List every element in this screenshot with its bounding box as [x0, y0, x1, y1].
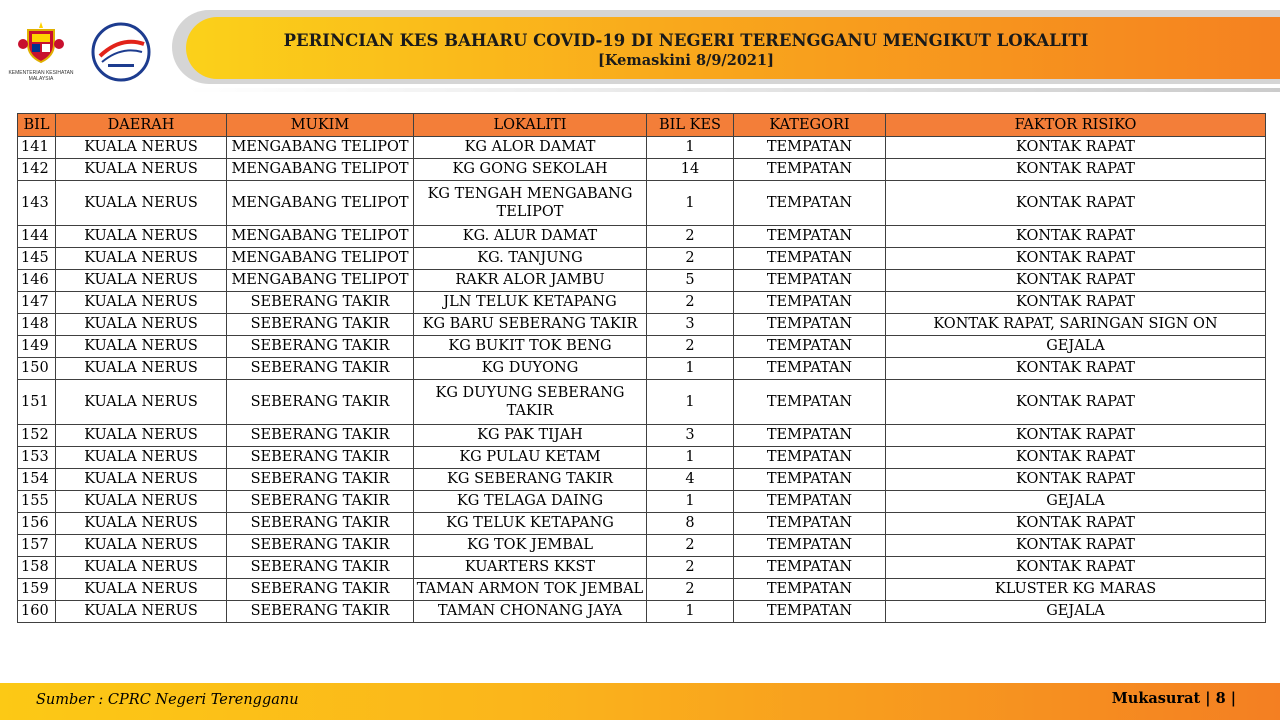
table-row — [18, 579, 1266, 601]
table-cell: 152 — [18, 425, 56, 447]
table-cell: 2 — [647, 248, 734, 270]
table-cell: KONTAK RAPAT — [886, 380, 1266, 425]
table-cell: 143 — [18, 181, 56, 226]
table-cell: MENGABANG TELIPOT — [227, 181, 414, 226]
table-cell: MENGABANG TELIPOT — [227, 137, 414, 159]
table-cell: 4 — [647, 469, 734, 491]
column-header: BIL KES — [647, 114, 734, 137]
table-cell: KG SEBERANG TAKIR — [414, 469, 647, 491]
table-row — [18, 336, 1266, 358]
table-row — [18, 314, 1266, 336]
table-cell: 2 — [647, 579, 734, 601]
table-cell: KG. ALUR DAMAT — [414, 226, 647, 248]
table-cell: 156 — [18, 513, 56, 535]
table-cell: TEMPATAN — [734, 380, 886, 425]
table-cell: 1 — [647, 491, 734, 513]
table-row — [18, 358, 1266, 380]
table-cell: KUALA NERUS — [56, 159, 227, 181]
column-header: MUKIM — [227, 114, 414, 137]
table-cell: SEBERANG TAKIR — [227, 380, 414, 425]
table-row — [18, 601, 1266, 623]
table-cell: SEBERANG TAKIR — [227, 579, 414, 601]
table-cell: SEBERANG TAKIR — [227, 557, 414, 579]
table-cell: 3 — [647, 314, 734, 336]
table-cell: KG TOK JEMBAL — [414, 535, 647, 557]
table-cell: KONTAK RAPAT — [886, 159, 1266, 181]
ministry-crest-logo — [18, 22, 64, 66]
table-cell: KG BUKIT TOK BENG — [414, 336, 647, 358]
table-cell: 144 — [18, 226, 56, 248]
table-cell: KUALA NERUS — [56, 513, 227, 535]
table-row — [18, 270, 1266, 292]
table-cell: GEJALA — [886, 336, 1266, 358]
table-cell: KG DUYUNG SEBERANG TAKIR — [414, 380, 647, 425]
table-cell: MENGABANG TELIPOT — [227, 159, 414, 181]
table-cell: KUALA NERUS — [56, 447, 227, 469]
table-cell: KUALA NERUS — [56, 336, 227, 358]
table-cell: SEBERANG TAKIR — [227, 513, 414, 535]
table-cell: TEMPATAN — [734, 513, 886, 535]
table-cell: KG PULAU KETAM — [414, 447, 647, 469]
table-cell: TEMPATAN — [734, 226, 886, 248]
header-divider — [186, 88, 1280, 92]
table-cell: 159 — [18, 579, 56, 601]
table-cell: KUALA NERUS — [56, 292, 227, 314]
table-cell: TEMPATAN — [734, 601, 886, 623]
table-cell: KONTAK RAPAT — [886, 447, 1266, 469]
table-cell: KG BARU SEBERANG TAKIR — [414, 314, 647, 336]
table-cell: KG GONG SEKOLAH — [414, 159, 647, 181]
table-cell: KONTAK RAPAT — [886, 226, 1266, 248]
table-cell: KUALA NERUS — [56, 425, 227, 447]
table-cell: TEMPATAN — [734, 447, 886, 469]
table-cell: TEMPATAN — [734, 159, 886, 181]
update-date: [Kemaskini 8/9/2021] — [598, 52, 774, 69]
table-row — [18, 447, 1266, 469]
table-cell: TEMPATAN — [734, 579, 886, 601]
table-cell: KONTAK RAPAT — [886, 137, 1266, 159]
table-cell: TEMPATAN — [734, 469, 886, 491]
table-cell: KONTAK RAPAT — [886, 270, 1266, 292]
table-cell: KG PAK TIJAH — [414, 425, 647, 447]
table-cell: SEBERANG TAKIR — [227, 469, 414, 491]
table-cell: KUARTERS KKST — [414, 557, 647, 579]
table-cell: GEJALA — [886, 491, 1266, 513]
column-header: BIL — [18, 114, 56, 137]
table-cell: KG TELAGA DAING — [414, 491, 647, 513]
table-cell: 1 — [647, 380, 734, 425]
table-cell: KUALA NERUS — [56, 226, 227, 248]
table-cell: SEBERANG TAKIR — [227, 535, 414, 557]
table-cell: KG TELUK KETAPANG — [414, 513, 647, 535]
table-cell: KUALA NERUS — [56, 601, 227, 623]
table-cell: 14 — [647, 159, 734, 181]
table-cell: TEMPATAN — [734, 557, 886, 579]
table-row — [18, 137, 1266, 159]
table-cell: TEMPATAN — [734, 314, 886, 336]
table-row — [18, 181, 1266, 226]
table-cell: TAMAN CHONANG JAYA — [414, 601, 647, 623]
table-cell: TEMPATAN — [734, 270, 886, 292]
page-number: Mukasurat | 8 | — [1111, 690, 1236, 707]
table-cell: 153 — [18, 447, 56, 469]
table-cell: TEMPATAN — [734, 425, 886, 447]
table-cell: 157 — [18, 535, 56, 557]
table-cell: 154 — [18, 469, 56, 491]
table-row — [18, 469, 1266, 491]
table-cell: 160 — [18, 601, 56, 623]
table-cell: KONTAK RAPAT — [886, 358, 1266, 380]
table-cell: MENGABANG TELIPOT — [227, 226, 414, 248]
table-row — [18, 248, 1266, 270]
table-row — [18, 491, 1266, 513]
table-cell: KG ALOR DAMAT — [414, 137, 647, 159]
table-cell: KUALA NERUS — [56, 270, 227, 292]
table-cell: 158 — [18, 557, 56, 579]
table-cell: SEBERANG TAKIR — [227, 425, 414, 447]
table-cell: 2 — [647, 535, 734, 557]
table-cell: TEMPATAN — [734, 336, 886, 358]
table-cell: 3 — [647, 425, 734, 447]
logo-group — [8, 18, 168, 84]
table-row — [18, 535, 1266, 557]
table-cell: 1 — [647, 601, 734, 623]
table-cell: 141 — [18, 137, 56, 159]
table-cell: SEBERANG TAKIR — [227, 601, 414, 623]
table-cell: 1 — [647, 447, 734, 469]
table-cell: 1 — [647, 181, 734, 226]
table-cell: KUALA NERUS — [56, 469, 227, 491]
table-cell: TEMPATAN — [734, 292, 886, 314]
table-cell: 1 — [647, 137, 734, 159]
table-cell: KUALA NERUS — [56, 535, 227, 557]
column-header: DAERAH — [56, 114, 227, 137]
table-cell: TEMPATAN — [734, 358, 886, 380]
table-cell: TEMPATAN — [734, 248, 886, 270]
table-cell: GEJALA — [886, 601, 1266, 623]
table-cell: KONTAK RAPAT — [886, 292, 1266, 314]
table-cell: KLUSTER KG MARAS — [886, 579, 1266, 601]
table-cell: KUALA NERUS — [56, 181, 227, 226]
table-cell: KUALA NERUS — [56, 491, 227, 513]
page-title: PERINCIAN KES BAHARU COVID-19 DI NEGERI TERENGGANU MENGIKUT LOKALITI — [283, 31, 1089, 50]
table-cell: KONTAK RAPAT — [886, 181, 1266, 226]
table-cell: KONTAK RAPAT, SARINGAN SIGN ON — [886, 314, 1266, 336]
table-header-row — [18, 114, 1266, 137]
table-cell: KUALA NERUS — [56, 358, 227, 380]
table-row — [18, 380, 1266, 425]
table-cell: JLN TELUK KETAPANG — [414, 292, 647, 314]
table-cell: 146 — [18, 270, 56, 292]
table-cell: KUALA NERUS — [56, 137, 227, 159]
jknt-logo — [88, 22, 154, 82]
table-cell: 5 — [647, 270, 734, 292]
table-cell: KUALA NERUS — [56, 314, 227, 336]
table-cell: SEBERANG TAKIR — [227, 491, 414, 513]
table-cell: 2 — [647, 226, 734, 248]
table-cell: KUALA NERUS — [56, 579, 227, 601]
table-cell: RAKR ALOR JAMBU — [414, 270, 647, 292]
ministry-logo-text: KEMENTERIAN KESIHATAN MALAYSIA — [8, 70, 74, 82]
table-cell: SEBERANG TAKIR — [227, 292, 414, 314]
table-row — [18, 513, 1266, 535]
table-cell: TEMPATAN — [734, 491, 886, 513]
table-body — [18, 137, 1266, 623]
table-cell: KUALA NERUS — [56, 248, 227, 270]
table-cell: 145 — [18, 248, 56, 270]
table-cell: TEMPATAN — [734, 181, 886, 226]
table-cell: KONTAK RAPAT — [886, 248, 1266, 270]
table-cell: MENGABANG TELIPOT — [227, 248, 414, 270]
column-header: FAKTOR RISIKO — [886, 114, 1266, 137]
table-cell: 2 — [647, 336, 734, 358]
table-cell: KONTAK RAPAT — [886, 557, 1266, 579]
table-row — [18, 292, 1266, 314]
table-cell: 8 — [647, 513, 734, 535]
table-cell: 151 — [18, 380, 56, 425]
table-cell: SEBERANG TAKIR — [227, 358, 414, 380]
table-cell: 155 — [18, 491, 56, 513]
table-cell: KG DUYONG — [414, 358, 647, 380]
table-cell: KG TENGAH MENGABANG TELIPOT — [414, 181, 647, 226]
table-cell: 150 — [18, 358, 56, 380]
table-cell: SEBERANG TAKIR — [227, 314, 414, 336]
table-cell: MENGABANG TELIPOT — [227, 270, 414, 292]
table-cell: KUALA NERUS — [56, 380, 227, 425]
table-cell: SEBERANG TAKIR — [227, 336, 414, 358]
table-cell: 2 — [647, 557, 734, 579]
table-cell: KONTAK RAPAT — [886, 513, 1266, 535]
table-cell: KONTAK RAPAT — [886, 425, 1266, 447]
case-table — [17, 113, 1266, 623]
table-cell: TAMAN ARMON TOK JEMBAL — [414, 579, 647, 601]
table-cell: 149 — [18, 336, 56, 358]
table-row — [18, 159, 1266, 181]
source-note: Sumber : CPRC Negeri Terengganu — [36, 692, 299, 708]
column-header: LOKALITI — [414, 114, 647, 137]
table-cell: KONTAK RAPAT — [886, 535, 1266, 557]
table-cell: KUALA NERUS — [56, 557, 227, 579]
table-row — [18, 226, 1266, 248]
table-cell: TEMPATAN — [734, 535, 886, 557]
table-cell: KONTAK RAPAT — [886, 469, 1266, 491]
table-cell: 1 — [647, 358, 734, 380]
table-cell: 2 — [647, 292, 734, 314]
table-row — [18, 425, 1266, 447]
table-cell: 142 — [18, 159, 56, 181]
column-header: KATEGORI — [734, 114, 886, 137]
table-cell: KG. TANJUNG — [414, 248, 647, 270]
table-cell: TEMPATAN — [734, 137, 886, 159]
table-cell: 148 — [18, 314, 56, 336]
table-cell: SEBERANG TAKIR — [227, 447, 414, 469]
table-cell: 147 — [18, 292, 56, 314]
table-row — [18, 557, 1266, 579]
slide-header — [0, 0, 1280, 96]
